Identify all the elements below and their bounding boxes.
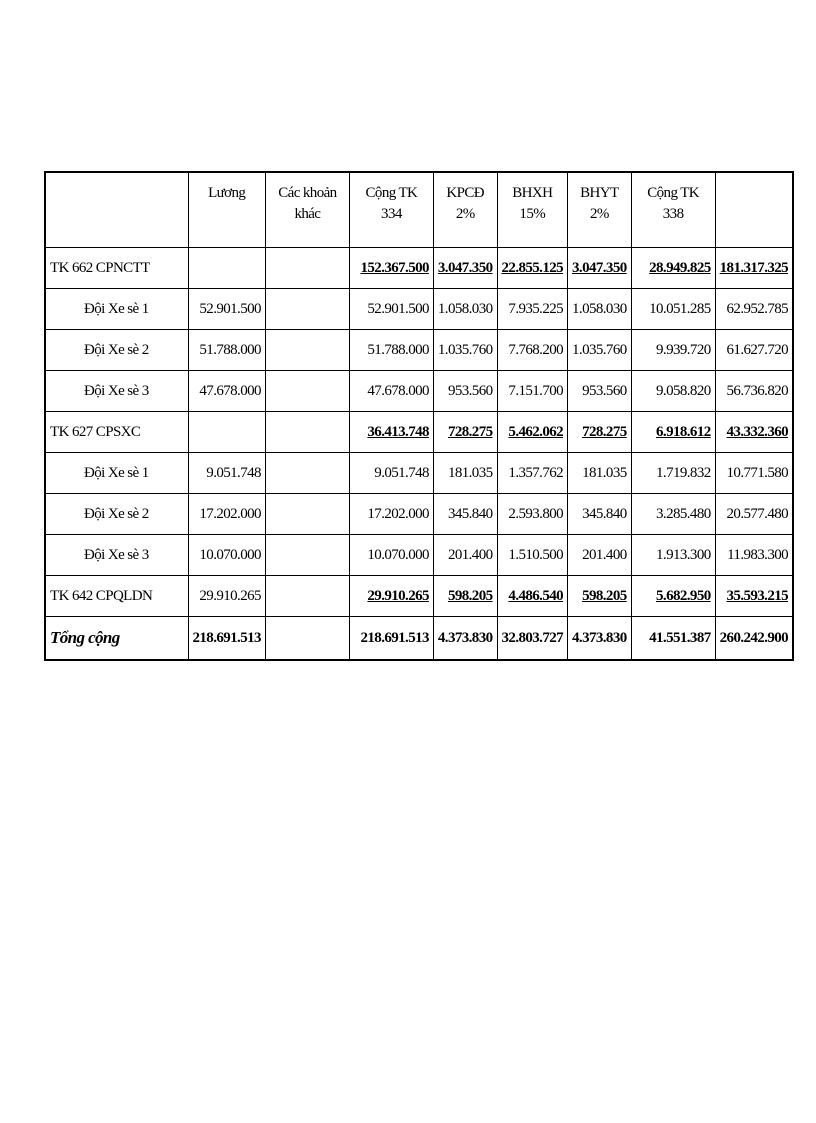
cell-cong-tk-334: 10.070.000 [349, 535, 433, 576]
cell-luong [188, 412, 265, 453]
team-row [45, 371, 793, 412]
cell-cac-khoan-khac [265, 494, 349, 535]
header-cell-bhyt: BHYT 2% [568, 172, 632, 248]
cell-bhyt: 4.373.830 [568, 617, 632, 661]
cell-tong: 20.577.480 [715, 494, 793, 535]
cell-bhxh: 7.151.700 [497, 371, 568, 412]
cell-bhyt: 598.205 [568, 576, 632, 617]
cell-account-name: TK 642 CPQLDN [45, 576, 188, 617]
cell-luong: 17.202.000 [188, 494, 265, 535]
cell-cong-tk-334: 29.910.265 [349, 576, 433, 617]
cell-bhxh: 22.855.125 [497, 248, 568, 289]
header-cell-bhxh: BHXH 15% [497, 172, 568, 248]
team-row [45, 289, 793, 330]
cell-bhyt: 345.840 [568, 494, 632, 535]
table-header [45, 172, 793, 248]
cell-cong-tk-334: 47.678.000 [349, 371, 433, 412]
cell-kpcd: 1.035.760 [433, 330, 497, 371]
cell-tong: 35.593.215 [715, 576, 793, 617]
cell-account-name: Đội Xe sè 2 [45, 494, 188, 535]
cell-tong: 62.952.785 [715, 289, 793, 330]
cell-tong: 260.242.900 [715, 617, 793, 661]
cell-kpcd: 953.560 [433, 371, 497, 412]
cell-luong: 51.788.000 [188, 330, 265, 371]
cell-kpcd: 201.400 [433, 535, 497, 576]
cell-cac-khoan-khac [265, 535, 349, 576]
salary-allocation-table [44, 171, 794, 661]
cell-kpcd: 345.840 [433, 494, 497, 535]
header-cell-blank-right [715, 172, 793, 248]
cell-kpcd: 181.035 [433, 453, 497, 494]
header-row [45, 172, 793, 248]
cell-cong-tk-334: 218.691.513 [349, 617, 433, 661]
cell-cac-khoan-khac [265, 248, 349, 289]
cell-tong: 181.317.325 [715, 248, 793, 289]
cell-cong-tk-334: 9.051.748 [349, 453, 433, 494]
cell-kpcd: 598.205 [433, 576, 497, 617]
header-cell-kpcd: KPCĐ 2% [433, 172, 497, 248]
team-row [45, 453, 793, 494]
cell-cong-tk-338: 1.913.300 [631, 535, 715, 576]
team-row [45, 535, 793, 576]
cell-cong-tk-334: 36.413.748 [349, 412, 433, 453]
cell-account-name: Đội Xe sè 3 [45, 535, 188, 576]
cell-tong: 11.983.300 [715, 535, 793, 576]
cell-bhyt: 728.275 [568, 412, 632, 453]
cell-kpcd: 3.047.350 [433, 248, 497, 289]
cell-bhxh: 4.486.540 [497, 576, 568, 617]
cell-account-name: Đội Xe sè 3 [45, 371, 188, 412]
cell-cong-tk-334: 17.202.000 [349, 494, 433, 535]
cell-cong-tk-338: 1.719.832 [631, 453, 715, 494]
cell-cong-tk-338: 9.058.820 [631, 371, 715, 412]
cell-cong-tk-334: 52.901.500 [349, 289, 433, 330]
cell-account-name: Tổng cộng [45, 617, 188, 661]
cell-bhxh: 7.768.200 [497, 330, 568, 371]
cell-bhxh: 7.935.225 [497, 289, 568, 330]
cell-account-name: Đội Xe sè 1 [45, 289, 188, 330]
cell-bhxh: 1.357.762 [497, 453, 568, 494]
cell-cac-khoan-khac [265, 412, 349, 453]
cell-bhxh: 32.803.727 [497, 617, 568, 661]
cell-luong: 29.910.265 [188, 576, 265, 617]
cell-cong-tk-338: 6.918.612 [631, 412, 715, 453]
cell-luong [188, 248, 265, 289]
header-cell-luong: Lương [188, 172, 265, 248]
cell-cong-tk-338: 10.051.285 [631, 289, 715, 330]
cell-bhyt: 953.560 [568, 371, 632, 412]
total-row [45, 617, 793, 661]
cell-kpcd: 4.373.830 [433, 617, 497, 661]
header-cell-cong-tk-338: Cộng TK 338 [631, 172, 715, 248]
cell-tong: 56.736.820 [715, 371, 793, 412]
cell-bhyt: 181.035 [568, 453, 632, 494]
cell-tong: 10.771.580 [715, 453, 793, 494]
cell-account-name: TK 627 CPSXC [45, 412, 188, 453]
cell-cong-tk-338: 28.949.825 [631, 248, 715, 289]
cell-bhxh: 2.593.800 [497, 494, 568, 535]
cell-luong: 10.070.000 [188, 535, 265, 576]
cell-cong-tk-338: 5.682.950 [631, 576, 715, 617]
cell-cong-tk-338: 3.285.480 [631, 494, 715, 535]
cell-cong-tk-334: 51.788.000 [349, 330, 433, 371]
cell-cac-khoan-khac [265, 453, 349, 494]
cell-tong: 43.332.360 [715, 412, 793, 453]
cell-tong: 61.627.720 [715, 330, 793, 371]
cell-account-name: Đội Xe sè 1 [45, 453, 188, 494]
account-group-row [45, 248, 793, 289]
team-row [45, 494, 793, 535]
cell-cac-khoan-khac [265, 371, 349, 412]
cell-luong: 47.678.000 [188, 371, 265, 412]
cell-luong: 9.051.748 [188, 453, 265, 494]
cell-cac-khoan-khac [265, 576, 349, 617]
cell-cac-khoan-khac [265, 289, 349, 330]
cell-bhyt: 3.047.350 [568, 248, 632, 289]
cell-kpcd: 728.275 [433, 412, 497, 453]
cell-cong-tk-338: 9.939.720 [631, 330, 715, 371]
cell-bhyt: 1.035.760 [568, 330, 632, 371]
account-group-row [45, 576, 793, 617]
header-cell-cac-khoan-khac: Các khoản khác [265, 172, 349, 248]
cell-bhyt: 1.058.030 [568, 289, 632, 330]
cell-cac-khoan-khac [265, 330, 349, 371]
cell-cac-khoan-khac [265, 617, 349, 661]
cell-luong: 52.901.500 [188, 289, 265, 330]
cell-bhyt: 201.400 [568, 535, 632, 576]
cell-luong: 218.691.513 [188, 617, 265, 661]
cell-account-name: Đội Xe sè 2 [45, 330, 188, 371]
header-cell-cong-tk-334: Cộng TK 334 [349, 172, 433, 248]
cell-cong-tk-338: 41.551.387 [631, 617, 715, 661]
table-body [45, 248, 793, 661]
account-group-row [45, 412, 793, 453]
cell-account-name: TK 662 CPNCTT [45, 248, 188, 289]
cell-kpcd: 1.058.030 [433, 289, 497, 330]
header-cell-blank-left [45, 172, 188, 248]
cell-bhxh: 5.462.062 [497, 412, 568, 453]
cell-cong-tk-334: 152.367.500 [349, 248, 433, 289]
cell-bhxh: 1.510.500 [497, 535, 568, 576]
team-row [45, 330, 793, 371]
